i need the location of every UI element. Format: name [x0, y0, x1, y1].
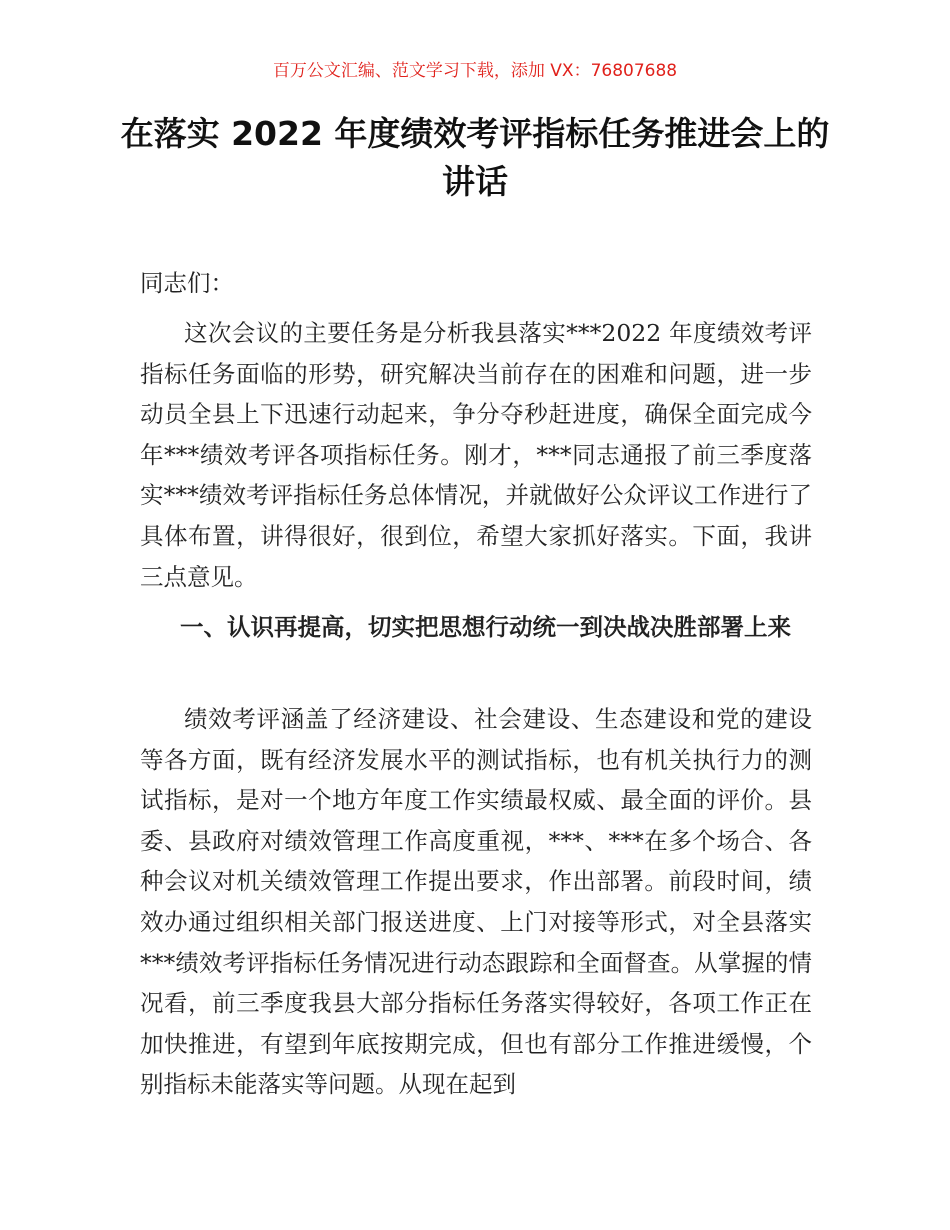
paragraph-section-1: 绩效考评涵盖了经济建设、社会建设、生态建设和党的建设等各方面，既有经济发展水平的测试指标，也有机关执行力的测试指标，是对一个地方年度工作实绩最权威、最全面的评价。县委、县政府对绩效管理工作高度重视，***、***在多个场合、各种会议对机关绩效管理工作提出要求，作出部署。前段时间，绩效办通过组织相关部门报送进度、上门对接等形式，对全县落实***绩效考评指标任务情况进行动态跟踪和全面督查。从掌握的情况看，前三季度我县大部分指标任务落实得较好，各项工作正在加快推进，有望到年底按期完成，但也有部分工作推进缓慢，个别指标未能落实等问题。从现在起到 [140, 705, 812, 1099]
section-heading-1: 一、认识再提高，切实把思想行动统一到决战决胜部署上来 [180, 613, 791, 641]
salutation: 同志们： [140, 269, 234, 297]
page-title: 在落实 2022 年度绩效考评指标任务推进会上的讲话 [120, 114, 830, 201]
paragraph-intro: 这次会议的主要任务是分析我县落实***2022 年度绩效考评指标任务面临的形势，研究解决当前存在的困难和问题，进一步动员全县上下迅速行动起来，争分夺秒赶进度，确保全面完成今年***绩效考评各项指标任务。刚才，***同志通报了前三季度落实***绩效考评指标任务总体情况，并就做好公众评议工作进行了具体布置，讲得很好，很到位，希望大家抓好落实。下面，我讲三点意见。 [140, 319, 812, 591]
header-banner: 百万公文汇编、范文学习下载，添加 VX：76807688 [272, 61, 678, 81]
